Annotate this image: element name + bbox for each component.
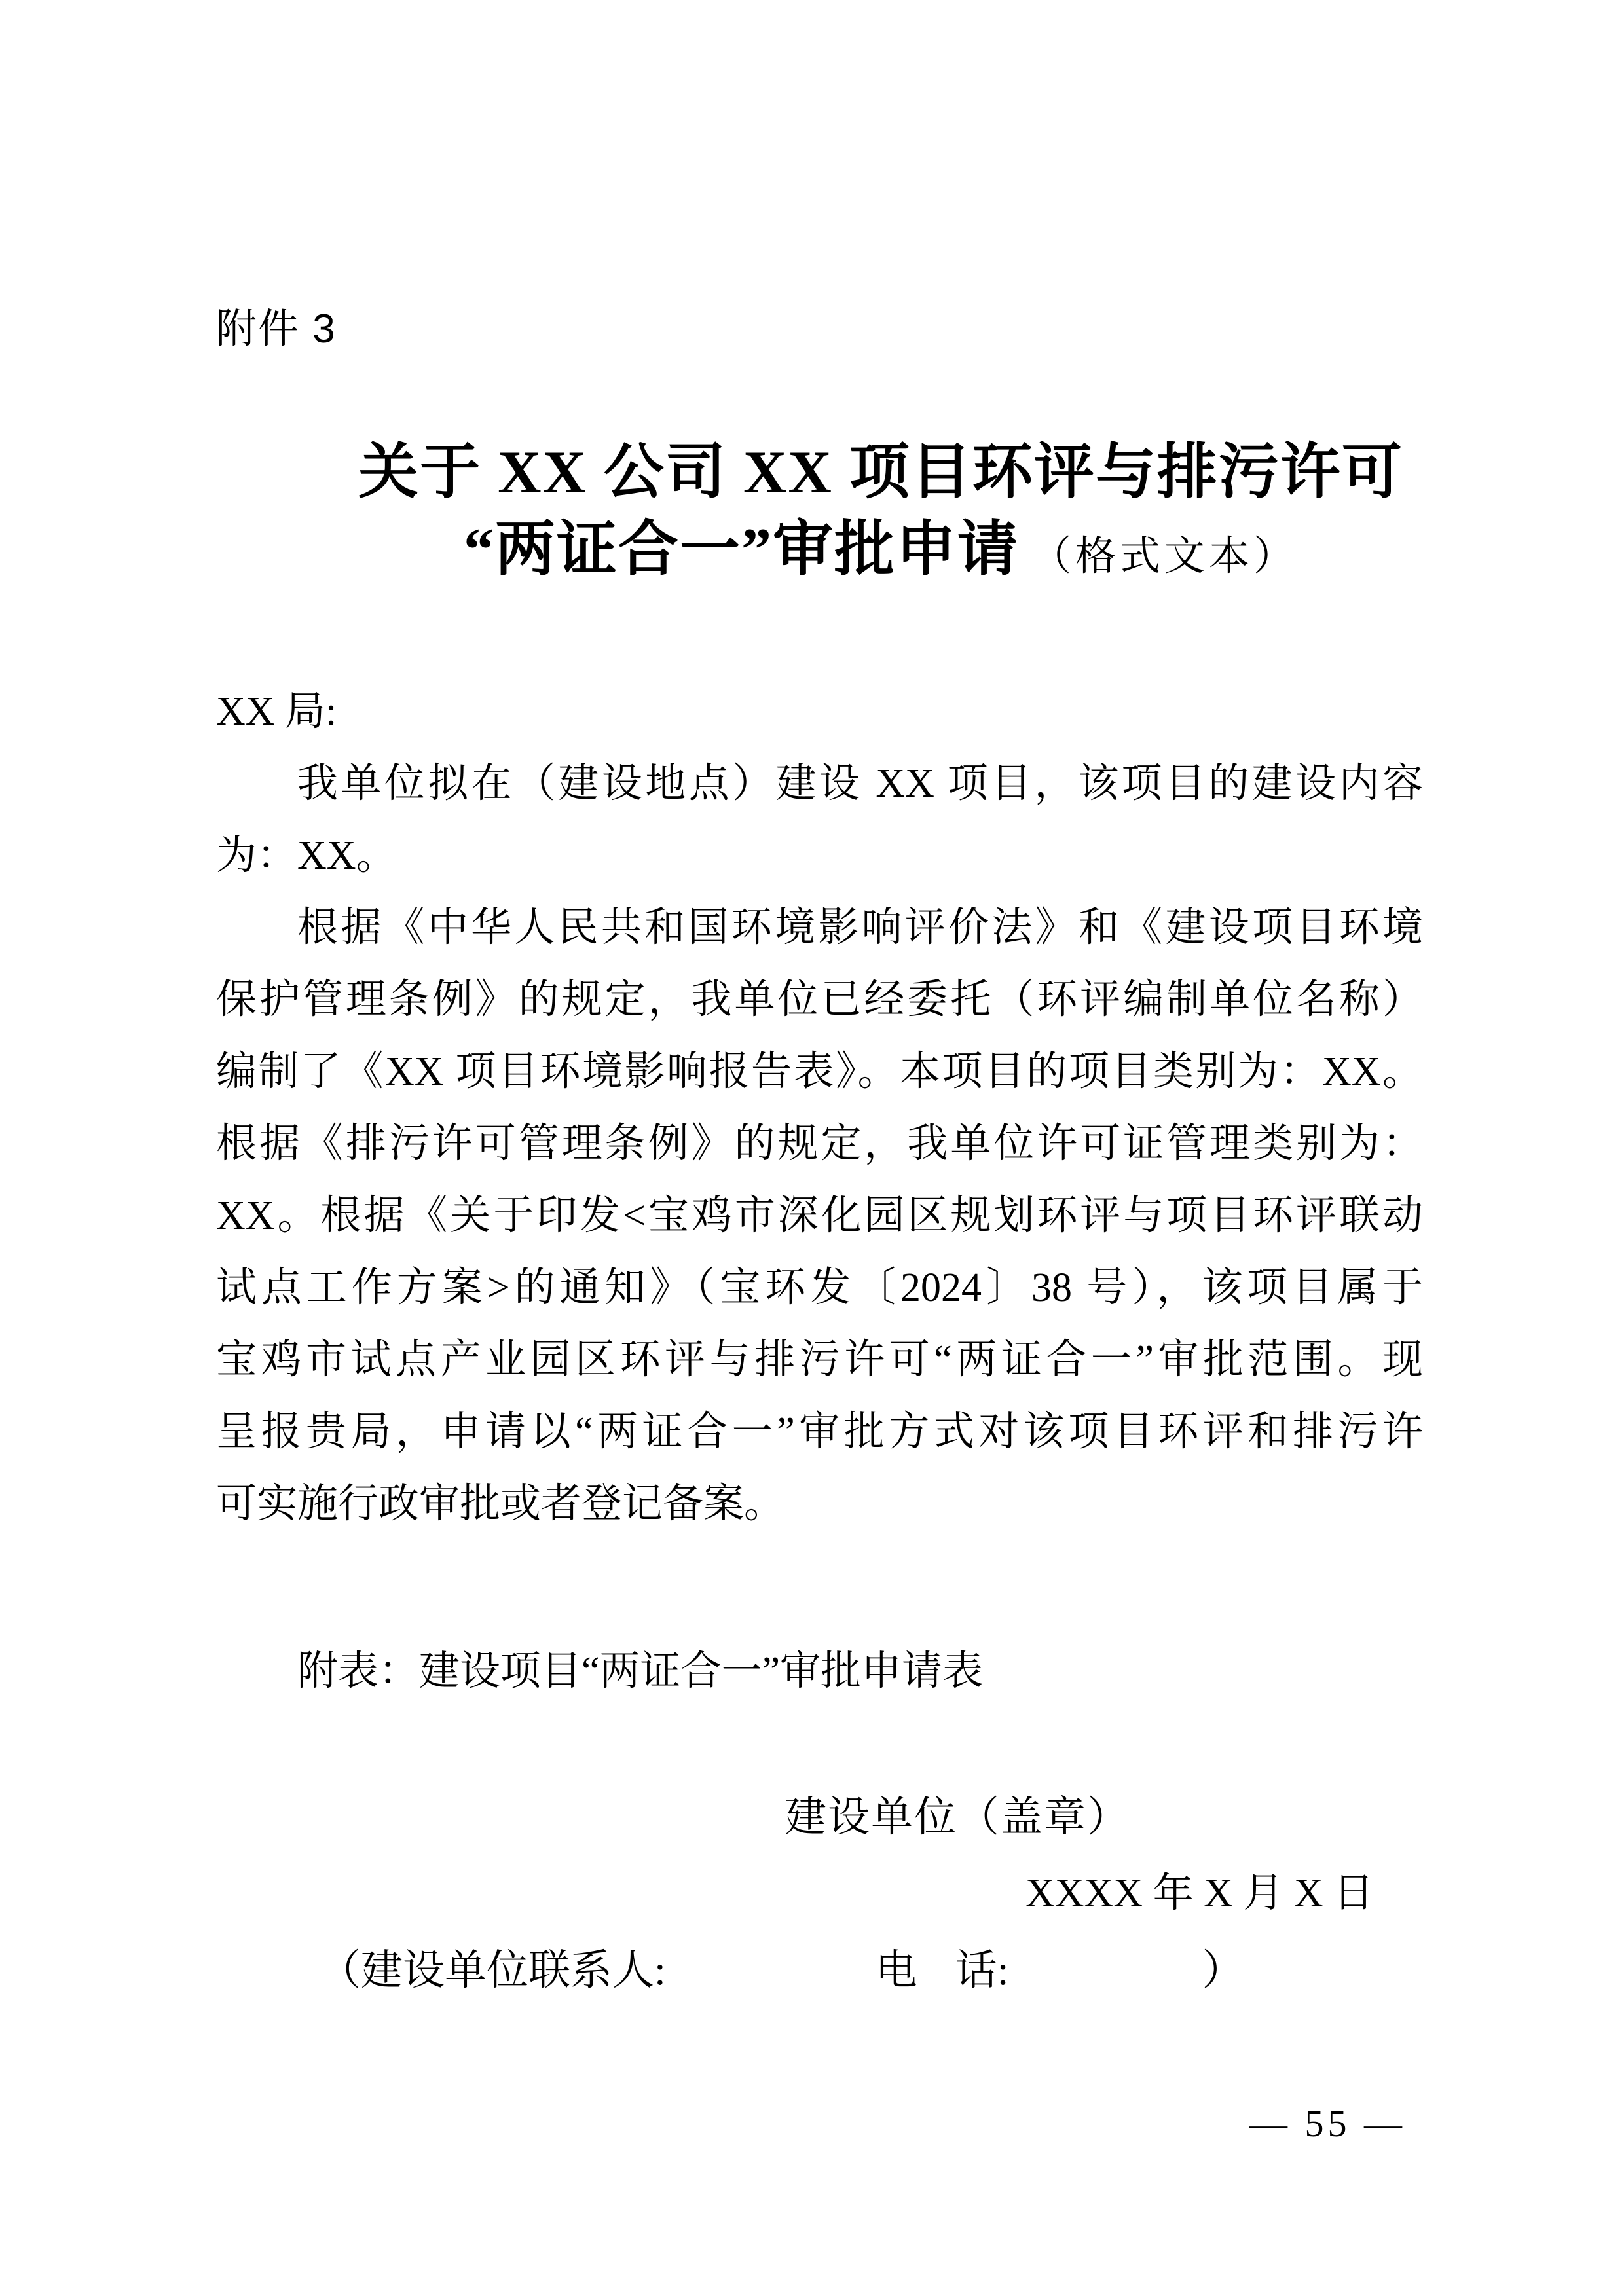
contact-phone-label-2: 话: bbox=[955, 1947, 1009, 1994]
signature-org: 建设单位（盖章） bbox=[784, 1794, 1130, 1840]
body-line: 根据《排污许可管理条例》的规定，我单位许可证管理类别为： bbox=[216, 1121, 1423, 1166]
salutation: XX 局: bbox=[216, 689, 337, 734]
title-format-note: （格式文本） bbox=[1031, 534, 1299, 579]
body-line: 试点工作方案>的通知》（宝环发〔2024〕38 号），该项目属于 bbox=[216, 1266, 1423, 1310]
contact-close: ） bbox=[1202, 1947, 1244, 1994]
body-line: 保护管理条例》的规定，我单位已经委托（环评编制单位名称） bbox=[216, 977, 1423, 1022]
body-line: 我单位拟在（建设地点）建设 XX 项目，该项目的建设内容 bbox=[297, 761, 1423, 806]
title-line-2 bbox=[138, 511, 1624, 595]
document-title bbox=[0, 433, 1624, 595]
contact-line bbox=[319, 1948, 1244, 1993]
contact-open: （建设单位联系人: bbox=[319, 1947, 666, 1994]
attachment-label: 附件 3 bbox=[216, 306, 337, 352]
body-line: 根据《中华人民共和国环境影响评价法》和《建设项目环境 bbox=[297, 905, 1423, 950]
body-line: XX。根据《关于印发<宝鸡市深化园区规划环评与项目环评联动 bbox=[216, 1194, 1423, 1238]
body-line: 为：XX。 bbox=[216, 833, 397, 878]
body-line: 呈报贵局，申请以“两证合一”审批方式对该项目环评和排污许 bbox=[216, 1410, 1423, 1454]
attachment-note: 附表：建设项目“两证合一”审批申请表 bbox=[297, 1649, 984, 1694]
title-line-2-main: “两证合一”审批申请 bbox=[463, 516, 1019, 583]
body-line: 可实施行政审批或者登记备案。 bbox=[216, 1482, 785, 1526]
signature-date: XXXX 年 X 月 X 日 bbox=[1025, 1871, 1375, 1916]
body-line: 编制了《XX 项目环境影响报告表》。本项目的项目类别为：XX。 bbox=[216, 1049, 1423, 1094]
page-number: — 55 — bbox=[1249, 2102, 1406, 2145]
letter-body bbox=[216, 676, 1423, 1707]
contact-phone-label-1: 电 bbox=[875, 1947, 917, 1994]
body-line: 宝鸡市试点产业园区环评与排污许可“两证合一”审批范围。现 bbox=[216, 1338, 1423, 1382]
title-line-1: 关于 XX 公司 XX 项目环评与排污许可 bbox=[358, 439, 1403, 505]
